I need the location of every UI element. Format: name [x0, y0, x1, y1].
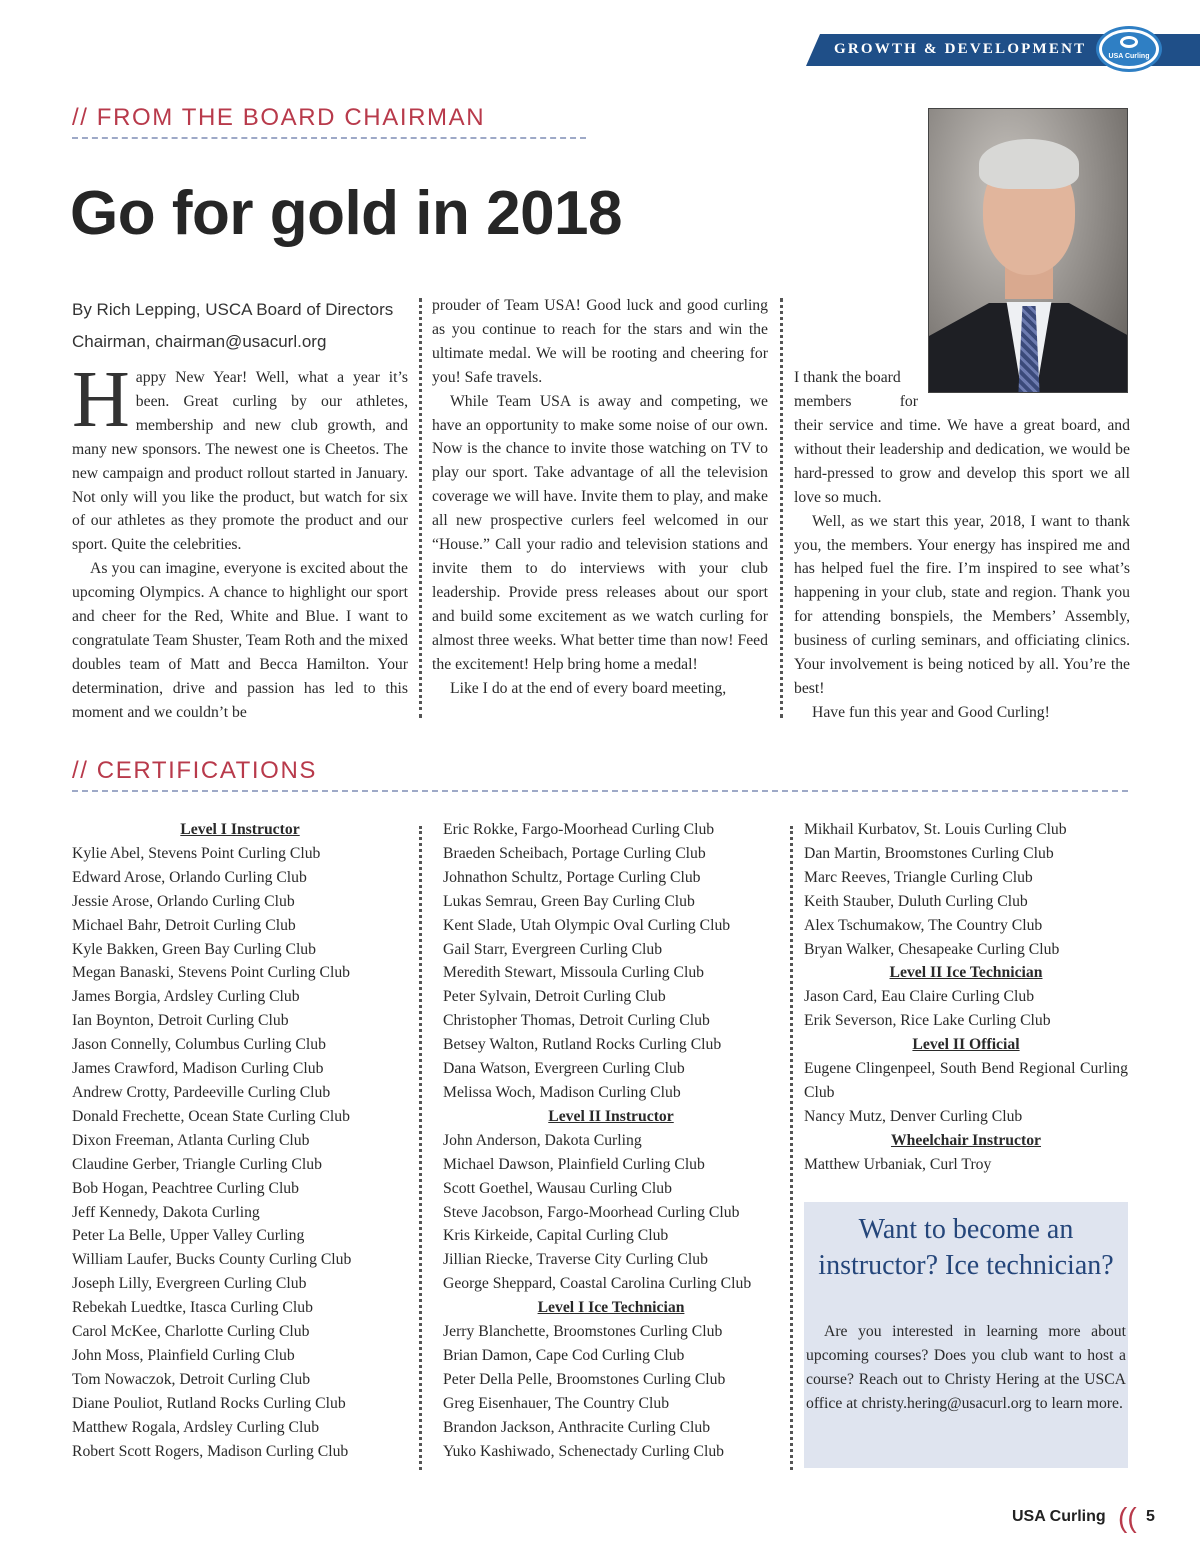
list-item: Eric Rokke, Fargo-Moorhead Curling Club [443, 821, 715, 838]
list-item: Peter Della Pelle, Broomstones Curling Club [443, 1370, 726, 1388]
certifications-column-2 [443, 818, 779, 1463]
list-item: Robert Scott Rogers, Madison Curling Club [72, 1442, 349, 1460]
list-item: Lukas Semrau, Green Bay Curling Club [443, 892, 695, 910]
list-item: Braeden Scheibach, Portage Curling Club [443, 844, 706, 862]
list-item: Eugene Clingenpeel, South Bend Regional Curling Club [804, 1060, 1128, 1101]
section-banner-label: GROWTH & DEVELOPMENT [834, 41, 1087, 57]
list-item: Jason Card, Eau Claire Curling Club [804, 988, 1035, 1006]
cert-subheading: Level II Official [912, 1036, 1020, 1054]
list-item: Dan Martin, Broomstones Curling Club [804, 844, 1054, 862]
list-item: Kylie Abel, Stevens Point Curling Club [72, 844, 321, 862]
list-item: Diane Pouliot, Rutland Rocks Curling Club [72, 1394, 346, 1412]
chairman-portrait [928, 108, 1128, 393]
list-item: Brandon Jackson, Anthracite Curling Club [443, 1418, 711, 1436]
article-line: I thank the board [794, 369, 901, 386]
list-item: Kris Kirkeide, Capital Curling Club [443, 1227, 669, 1245]
column-divider [780, 298, 783, 718]
section-heading-certifications: // CERTIFICATIONS [72, 757, 317, 784]
byline-author: By Rich Lepping, USCA Board of Directors [72, 300, 394, 319]
logo-text: USA Curling [1108, 53, 1150, 60]
cert-subheading: Wheelchair Instructor [890, 1131, 1042, 1149]
portrait-hair [979, 139, 1079, 189]
list-item: Peter Sylvain, Detroit Curling Club [443, 988, 666, 1006]
list-item: Johnathon Schultz, Portage Curling Club [443, 868, 701, 886]
list-item: Jeff Kennedy, Dakota Curling [72, 1203, 260, 1221]
logo-ring-icon [1120, 36, 1138, 48]
article-paragraph: As you can imagine, everyone is excited about the upcoming Olympics. A chance to highlight our sport and cheer for the Red, White and Blue. I want to congratulate Team Shuster, Team Roth and the mixed doubles team of Matt and Becca Hamilton. Your determination, drive and passion has led to this moment and we couldn’t be [72, 560, 408, 721]
list-item: Scott Goethel, Wausau Curling Club [443, 1179, 672, 1197]
list-item: Christopher Thomas, Detroit Curling Club [443, 1012, 710, 1030]
list-item: John Moss, Plainfield Curling Club [72, 1346, 295, 1364]
list-item: Michael Dawson, Plainfield Curling Club [443, 1155, 705, 1173]
article-column-3-wrap [794, 366, 918, 414]
article-paragraph: Well, as we start this year, 2018, I want to thank you, the members. Your energy has inspired me and has helped fuel the fire. I’m inspired to see what’s happening in your club, state and region. Thank you for attending bonspiels, the Members’ Assembly, business of curling seminars, and officiating clinics. Your involvement is being noticed by all. You’re the best! [794, 512, 1130, 697]
callout-body: Are you interested in learning more about upcoming courses? Does you club want to host a course? Reach out to Christy Hering at the USCA office at christy.hering@usacurl.org to learn more. [806, 1323, 1126, 1412]
list-item: Tom Nowaczok, Detroit Curling Club [72, 1370, 311, 1388]
list-item: Bryan Walker, Chesapeake Curling Club [804, 940, 1060, 958]
section-divider [72, 790, 1128, 792]
list-item: Kyle Bakken, Green Bay Curling Club [72, 940, 316, 958]
list-item: Mikhail Kurbatov, St. Louis Curling Club [804, 821, 1067, 838]
article-paragraph: their service and time. We have a great board, and without their leadership and dedication, we would be hard-pressed to grow and develop this sport we all love so much. [794, 417, 1130, 506]
article-line: members for [794, 392, 918, 410]
list-item: Greg Eisenhauer, The Country Club [443, 1394, 670, 1412]
list-item: Bob Hogan, Peachtree Curling Club [72, 1179, 299, 1197]
list-item: Yuko Kashiwado, Schenectady Curling Club [443, 1442, 725, 1460]
list-item: Dana Watson, Evergreen Curling Club [443, 1060, 685, 1078]
certifications-column-3 [804, 818, 1128, 1177]
list-item: Joseph Lilly, Evergreen Curling Club [72, 1275, 307, 1293]
list-item: Jessie Arose, Orlando Curling Club [72, 892, 295, 910]
drop-cap: H [72, 356, 130, 444]
list-item: Edward Arose, Orlando Curling Club [72, 868, 307, 886]
byline-title: Chairman, chairman@usacurl.org [72, 332, 327, 351]
list-item: James Crawford, Madison Curling Club [72, 1060, 324, 1078]
section-heading-chairman: // FROM THE BOARD CHAIRMAN [72, 104, 486, 131]
page-number: 5 [1146, 1508, 1155, 1525]
list-item: Claudine Gerber, Triangle Curling Club [72, 1155, 322, 1173]
callout-title: Want to become an instructor? Ice technician? [818, 1214, 1114, 1281]
list-item: Melissa Woch, Madison Curling Club [443, 1083, 681, 1101]
list-item: Carol McKee, Charlotte Curling Club [72, 1323, 310, 1341]
list-item: Jason Connelly, Columbus Curling Club [72, 1036, 326, 1054]
instructor-callout-box [804, 1202, 1128, 1468]
article-column-3 [794, 414, 1130, 725]
column-divider [790, 826, 793, 1470]
list-item: Jerry Blanchette, Broomstones Curling Club [443, 1323, 723, 1341]
list-item: Erik Severson, Rice Lake Curling Club [804, 1012, 1051, 1030]
article-paragraph: Like I do at the end of every board meeting, [450, 679, 727, 697]
column-divider [419, 298, 422, 718]
article-column-2 [432, 294, 768, 700]
article-headline: Go for gold in 2018 [70, 179, 623, 248]
list-item: Steve Jacobson, Fargo-Moorhead Curling Club [443, 1203, 740, 1221]
list-item: James Borgia, Ardsley Curling Club [72, 988, 300, 1006]
list-item: Betsey Walton, Rutland Rocks Curling Club [443, 1036, 722, 1054]
byline [72, 294, 412, 358]
list-item: Dixon Freeman, Atlanta Curling Club [72, 1131, 310, 1149]
list-item: Peter La Belle, Upper Valley Curling [72, 1227, 305, 1245]
list-item: Gail Starr, Evergreen Curling Club [443, 940, 663, 958]
list-item: Jillian Riecke, Traverse City Curling Club [443, 1251, 708, 1269]
list-item: Kent Slade, Utah Olympic Oval Curling Club [443, 916, 731, 934]
cert-subheading: Level II Ice Technician [889, 964, 1043, 982]
column-divider [419, 826, 422, 1470]
list-item: Nancy Mutz, Denver Curling Club [804, 1107, 1023, 1125]
cert-subheading: Level I Ice Technician [537, 1299, 685, 1317]
article-paragraph: While Team USA is away and competing, we have an opportunity to make some noise of our own. Now is the chance to invite those watching on TV to play our sport. Take advantage of all the television coverage we will have. Invite them to play, and make all new prospective curlers feel welcomed in our “House.” Call your radio and television stations and invite them to do interviews with your club leadership. Provide press releases about our sport and build some excitement as we watch curling for almost three weeks. What better time than now! Feed the excitement! Help bring home a medal! [432, 392, 768, 673]
list-item: Matthew Urbaniak, Curl Troy [804, 1155, 992, 1173]
footer-ornament: (( [1118, 1502, 1137, 1533]
list-item: Matthew Rogala, Ardsley Curling Club [72, 1418, 320, 1436]
list-item: Brian Damon, Cape Cod Curling Club [443, 1346, 685, 1364]
list-item: Andrew Crotty, Pardeeville Curling Club [72, 1083, 331, 1101]
list-item: Marc Reeves, Triangle Curling Club [804, 868, 1033, 886]
list-item: Meredith Stewart, Missoula Curling Club [443, 964, 705, 982]
article-paragraph: Have fun this year and Good Curling! [812, 703, 1050, 721]
article-paragraph: prouder of Team USA! Good luck and good curling as you continue to reach for the stars and win the ultimate medal. We will be rooting and cheering for you! Safe travels. [432, 297, 768, 386]
cert-subheading: Level II Instructor [548, 1107, 674, 1125]
list-item: Rebekah Luedtke, Itasca Curling Club [72, 1299, 313, 1317]
page-footer [1012, 1502, 1182, 1533]
article-paragraph: appy New Year! Well, what a year it’s been. Great curling by our athletes, membership and new club growth, and many new sponsors. The newest one is Cheetos. The new campaign and product rollout started in January. Not only will you like the product, but watch for six of our athletes as they promote the product and our sport. Quite the celebrities. [72, 369, 408, 554]
list-item: Keith Stauber, Duluth Curling Club [804, 892, 1028, 910]
list-item: Ian Boynton, Detroit Curling Club [72, 1012, 289, 1030]
article-column-1 [72, 356, 408, 725]
usa-curling-logo-icon [1096, 26, 1162, 72]
section-divider [72, 137, 586, 139]
footer-brand: USA Curling [1012, 1508, 1106, 1525]
list-item: Donald Frechette, Ocean State Curling Club [72, 1107, 350, 1125]
list-item: John Anderson, Dakota Curling [443, 1131, 642, 1149]
cert-subheading: Level I Instructor [180, 821, 300, 838]
list-item: Alex Tschumakow, The Country Club [804, 916, 1043, 934]
certifications-column-1 [72, 818, 408, 1463]
list-item: William Laufer, Bucks County Curling Club [72, 1251, 352, 1269]
list-item: Michael Bahr, Detroit Curling Club [72, 916, 296, 934]
list-item: Megan Banaski, Stevens Point Curling Club [72, 964, 351, 982]
list-item: George Sheppard, Coastal Carolina Curling Club [443, 1275, 752, 1293]
